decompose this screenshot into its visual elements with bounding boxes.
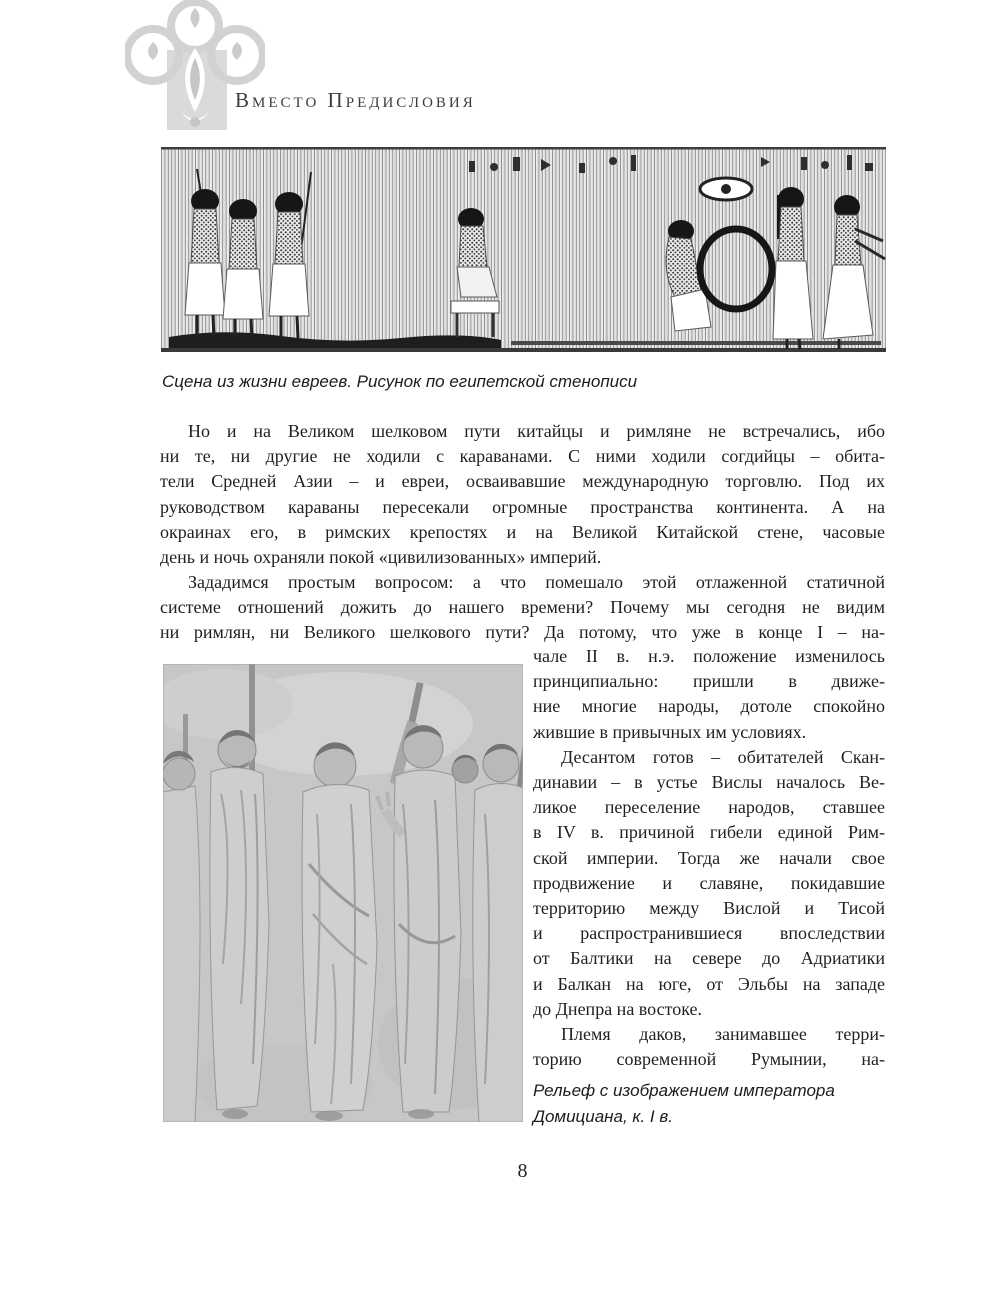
text-line: руководством караваны пересекали огромные пространства континента. А на (160, 496, 885, 517)
text-line: Племя даков, занимавшее терри- (561, 1024, 885, 1045)
text-line: динавии – в устье Вислы началось Ве- (533, 772, 885, 793)
text-line: окраинах его, в римских крепостях и на Великой Китайской стене, часовые (160, 521, 885, 542)
running-head: Вместо Предисловия (235, 88, 476, 112)
text-line: торию современной Румынии, на- (533, 1049, 885, 1070)
text-line: территорию между Вислой и Тисой (533, 898, 885, 919)
text-line: ской империи. Тогда же начали свое (533, 847, 885, 868)
text-line: ни римлян, ни Великого шелкового пути? Да потому, что уже в конце I – на- (160, 622, 885, 643)
text-line: жившие в привычных им условиях. (533, 721, 807, 742)
egyptian-scene-image (161, 147, 886, 352)
text-line: тели Средней Азии – и евреи, осваивавшие международную торговлю. Под их (160, 471, 885, 492)
text-line: принципиально: пришли в движе- (533, 671, 885, 692)
text-line: и распространившиеся впоследствии (533, 923, 885, 944)
figure2-caption (533, 1078, 885, 1130)
figure-roman-relief (163, 664, 523, 1122)
text-line: Домициана, к. I в. (533, 1107, 673, 1126)
text-line: от Балтики на севере до Адриатики (533, 948, 885, 969)
paragraph-2-start (160, 570, 885, 646)
text-line: чале II в. н.э. положение изменилось (533, 646, 885, 666)
text-line: ние многие народы, дотоле спокойно (533, 696, 885, 717)
text-line: день и ночь охраняли покой «цивилизованных» империй. (160, 547, 602, 568)
text-line: в IV в. причиной гибели единой Рим- (533, 822, 885, 843)
text-line: ликое переселение народов, ставшее (533, 797, 885, 818)
paragraph-2-continued (533, 644, 885, 745)
paragraph-1 (160, 419, 885, 570)
text-line: Рельеф с изображением императора (533, 1081, 835, 1100)
figure-egyptian-scene (161, 147, 886, 352)
text-line: Но и на Великом шелковом пути китайцы и римляне не встречались, ибо (188, 421, 885, 441)
text-line: Десантом готов – обитателей Скан- (561, 746, 885, 767)
paragraph-4 (533, 1022, 885, 1072)
text-column-right (533, 644, 885, 1072)
page-number: 8 (517, 1160, 528, 1182)
text-line: Зададимся простым вопросом: а что помешало этой отлаженной статичной (188, 572, 885, 592)
figure1-caption: Сцена из жизни евреев. Рисунок по египетской стенописи (162, 372, 638, 391)
text-line: системе отношений дожить до нашего времени? Почему мы сегодня не видим (160, 597, 885, 618)
text-line: продвижение и славяне, покидавшие (533, 872, 885, 893)
paragraph-3 (533, 745, 885, 1022)
roman-relief-image (163, 664, 523, 1122)
text-line: и Балкан на юге, от Эльбы на западе (533, 973, 885, 994)
text-line: ни те, ни другие не ходили с караванами. С ними ходили согдийцы – обита- (160, 446, 885, 467)
text-line: до Днепра на востоке. (533, 998, 703, 1019)
